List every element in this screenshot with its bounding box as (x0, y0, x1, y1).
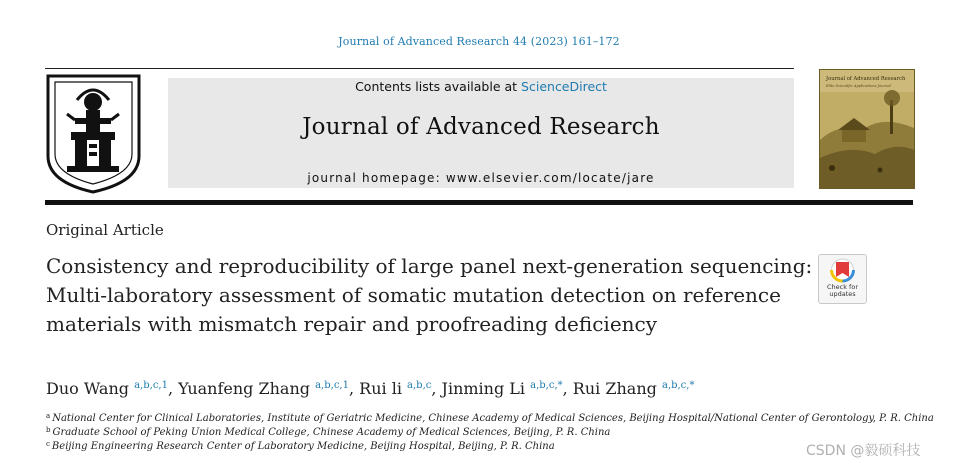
affiliation-c (46, 440, 555, 452)
author-separator: , (348, 379, 360, 398)
journal-reference[interactable]: Journal of Advanced Research 44 (2023) 161–172 (338, 35, 620, 48)
elsevier-tree-logo (45, 74, 142, 194)
crossmark-icon (819, 255, 866, 285)
header-rule (45, 68, 794, 69)
author-list (46, 379, 694, 398)
affiliation-key: c (46, 440, 50, 448)
contents-availability-line (168, 79, 794, 94)
author-name[interactable]: Jinming Li (441, 379, 526, 398)
sciencedirect-link[interactable]: ScienceDirect (521, 79, 607, 94)
affiliation-key: b (46, 426, 51, 434)
contents-prefix: Contents lists available at (355, 79, 522, 94)
author-separator: , (167, 379, 179, 398)
author-affiliation-marks[interactable]: a,b,c,1 (134, 380, 168, 391)
journal-cover-image (819, 69, 915, 189)
crossmark-label: Check for updates (827, 283, 858, 298)
journal-homepage-line[interactable]: journal homepage: www.elsevier.com/locate/jare (307, 171, 655, 185)
author-affiliation-marks[interactable]: a,b,c,1 (315, 380, 349, 391)
affiliation-text: Beijing Engineering Research Center of Laboratory Medicine, Beijing Hospital, Beijing, P. R. China (51, 441, 555, 452)
author-affiliation-marks[interactable]: a,b,c,* (530, 380, 563, 391)
affiliation-b (46, 426, 610, 438)
article-type: Original Article (46, 221, 164, 239)
cover-title: Journal of Advanced Research (826, 76, 906, 82)
journal-banner (168, 78, 794, 188)
article-title: Consistency and reproducibility of large panel next-generation sequencing: Multi-laboratory assessment of somatic mutation detection on reference materials with mismatch repair and proofreading deficiency (46, 254, 813, 336)
watermark: CSDN @毅硕科技 (806, 443, 921, 459)
affiliation-text: National Center for Clinical Laboratories, Institute of Geriatric Medicine, Chinese Academy of Medical Sciences, Beijing Hospital/National Center of Gerontology, P. R. China (52, 413, 934, 424)
author-separator: , (562, 379, 573, 398)
author-name[interactable]: Duo Wang (46, 379, 129, 398)
cover-artwork (820, 70, 914, 188)
author-separator: , (431, 379, 442, 398)
affiliation-a (46, 412, 934, 424)
affiliation-text: Graduate School of Peking Union Medical College, Chinese Academy of Medical Sciences, Beijing, P. R. China (52, 427, 611, 438)
author-name[interactable]: Yuanfeng Zhang (178, 379, 310, 398)
author-affiliation-marks[interactable]: a,b,c,* (661, 380, 695, 391)
author-name[interactable]: Rui li (359, 379, 402, 398)
cover-subtitle: Elite Scientific Applications Journal (826, 84, 891, 88)
author-affiliation-marks[interactable]: a,b,c (407, 380, 432, 391)
affiliation-key: a (46, 412, 51, 420)
header-divider (45, 200, 913, 205)
author-name[interactable]: Rui Zhang (572, 379, 657, 398)
publisher-logo (45, 74, 142, 194)
check-for-updates-button[interactable] (818, 254, 867, 304)
journal-title: Journal of Advanced Research (302, 114, 660, 140)
